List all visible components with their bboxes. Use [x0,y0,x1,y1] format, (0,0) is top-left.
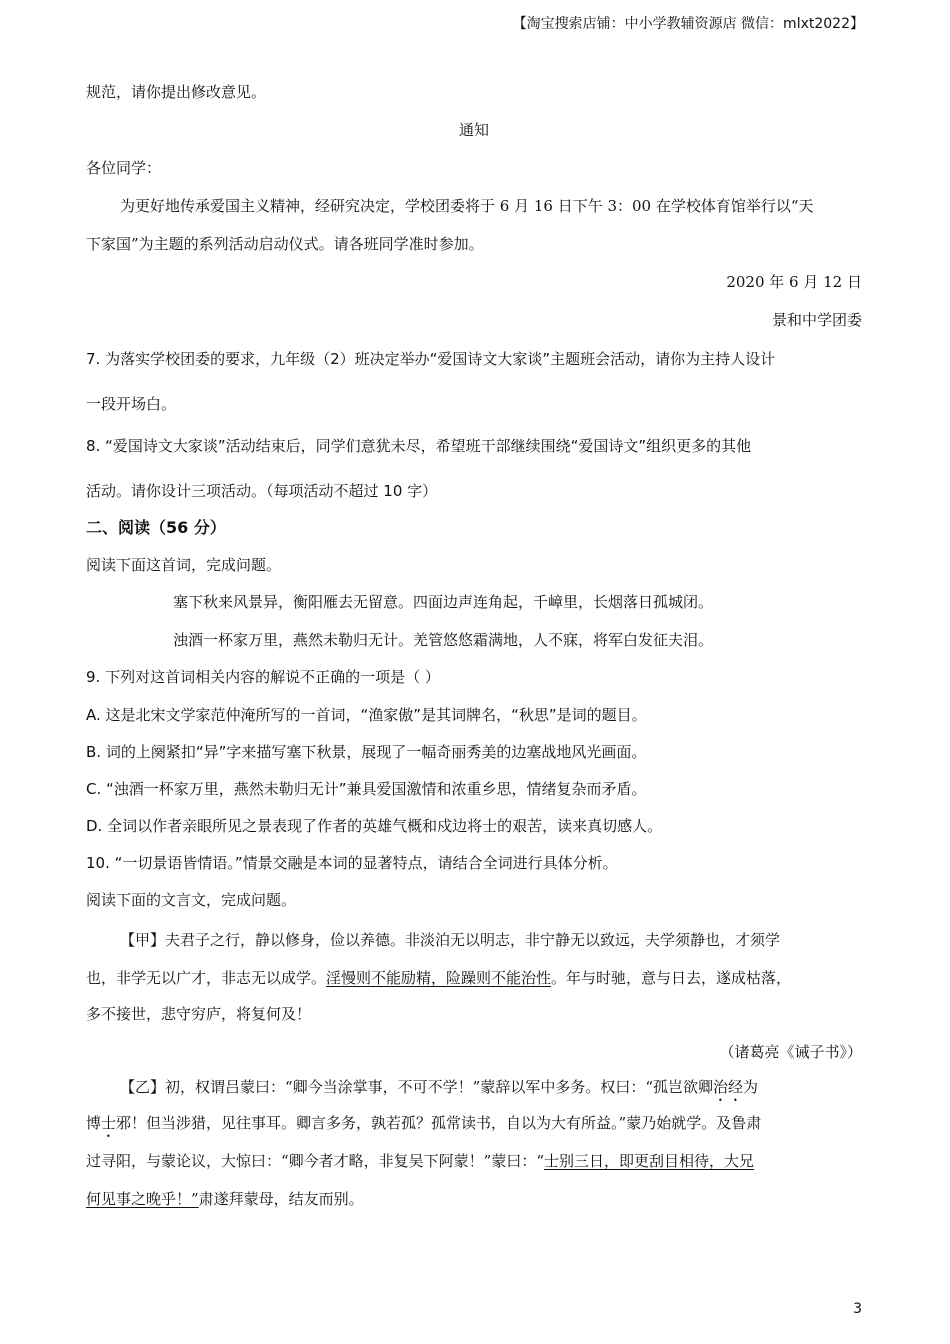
poem-line-1: 塞下秋来风景异，衡阳雁去无留意。四面边声连角起，千嶂里，长烟落日孤城闭。 [173,593,714,611]
question-9-option-c: C. “浊酒一杯家万里，燕然未勒归无计”兼具爱国激情和浓重乡思，情绪复杂而矛盾。 [86,780,647,798]
page-number: 3 [853,1301,862,1317]
passage-yi-line-1 [120,1077,758,1105]
passage-yi-line-2 [86,1113,761,1141]
passage-yi-line-2-a: 博 [86,1114,102,1132]
passage-yi-line-1-a: 【乙】初，权谓吕蒙曰：“卿今当涂掌事，不可不学！”蒙辞以军中多务。权曰：“孤岂欲卿 [120,1078,714,1096]
passage-yi-dotted-zhijing: 治经 [713,1078,744,1096]
intro-line: 规范，请你提出修改意见。 [86,83,267,101]
notice-body-line-2: 下家国”为主题的系列活动启动仪式。请各班同学准时参加。 [86,235,484,253]
notice-title: 通知 [459,121,490,139]
notice-date: 2020 年 6 月 12 日 [726,273,862,291]
passage-jia-line-2-post: 。年与时驰，意与日去，遂成枯落， [551,969,792,987]
question-9-option-d: D. 全词以作者亲眼所见之景表现了作者的英雄气概和戍边将士的艰苦，读来真切感人。 [86,817,663,835]
question-7-line-1: 7. 为落实学校团委的要求，九年级（2）班决定举办“爱国诗文大家谈”主题班会活动，请你为主持人设计 [86,350,776,368]
passage-jia-line-2-pre: 也，非学无以广才，非志无以成学。 [86,969,327,987]
passage-yi-line-4-post: 肃遂拜蒙母，结友而别。 [198,1190,364,1208]
poem-instruction: 阅读下面这首词，完成问题。 [86,556,282,574]
question-8-line-2: 活动。请你设计三项活动。（每项活动不超过 10 字） [86,482,438,500]
classical-instruction: 阅读下面的文言文，完成问题。 [86,891,297,909]
notice-salutation: 各位同学： [86,159,162,177]
header-watermark: 【淘宝搜索店铺：中小学教辅资源店 微信：mlxt2022】 [512,16,864,32]
passage-jia-underlined-sentence: 淫慢则不能励精，险躁则不能治性 [326,969,552,987]
question-7-line-2: 一段开场白。 [86,395,177,413]
passage-yi-line-1-b: 为 [743,1078,759,1096]
passage-jia-line-3: 多不接世，悲守穷庐，将复何及！ [86,1005,312,1023]
passage-yi-line-2-b: 邪！但当涉猎，见往事耳。卿言多务，孰若孤？孤常读书，自以为大有所益。”蒙乃始就学。及鲁肃 [116,1114,762,1132]
passage-jia-source: （诸葛亮《诫子书》） [719,1043,862,1061]
question-9-option-a: A. 这是北宋文学家范仲淹所写的一首词，“渔家傲”是其词牌名，“秋思”是词的题目。 [86,706,647,724]
passage-jia-line-2 [86,968,791,988]
question-10-stem: 10. “一切景语皆情语。”情景交融是本词的显著特点，请结合全词进行具体分析。 [86,854,618,872]
passage-jia-line-1: 【甲】夫君子之行，静以修身，俭以养德。非淡泊无以明志，非宁静无以致远，夫学须静也，才须学 [120,931,781,949]
passage-yi-dotted-shi: 士 [101,1114,117,1132]
section-2-title: 二、阅读（56 分） [86,518,226,537]
passage-yi-underlined-sentence-part-1: 士别三日，即更刮目相待，大兄 [544,1152,755,1170]
passage-yi-line-3-pre: 过寻阳，与蒙论议，大惊曰：“卿今者才略，非复吴下阿蒙！”蒙曰：“ [86,1152,545,1170]
question-8-line-1: 8. “爱国诗文大家谈”活动结束后，同学们意犹未尽，希望班干部继续围绕“爱国诗文”组织更多的其他 [86,437,752,455]
question-9-stem: 9. 下列对这首词相关内容的解说不正确的一项是（ ） [86,668,440,686]
passage-yi-line-3 [86,1151,754,1171]
notice-signature: 景和中学团委 [771,311,862,329]
passage-yi-line-4 [86,1189,364,1209]
passage-yi-underlined-sentence-part-2: 何见事之晚乎！” [86,1190,199,1208]
notice-body-line-1: 为更好地传承爱国主义精神，经研究决定，学校团委将于 6 月 16 日下午 3：00 在学校体育馆举行以“天 [120,197,814,215]
question-9-option-b: B. 词的上阕紧扣“异”字来描写塞下秋景，展现了一幅奇丽秀美的边塞战地风光画面。 [86,743,647,761]
poem-line-2: 浊酒一杯家万里，燕然未勒归无计。羌管悠悠霜满地，人不寐，将军白发征夫泪。 [173,631,714,649]
